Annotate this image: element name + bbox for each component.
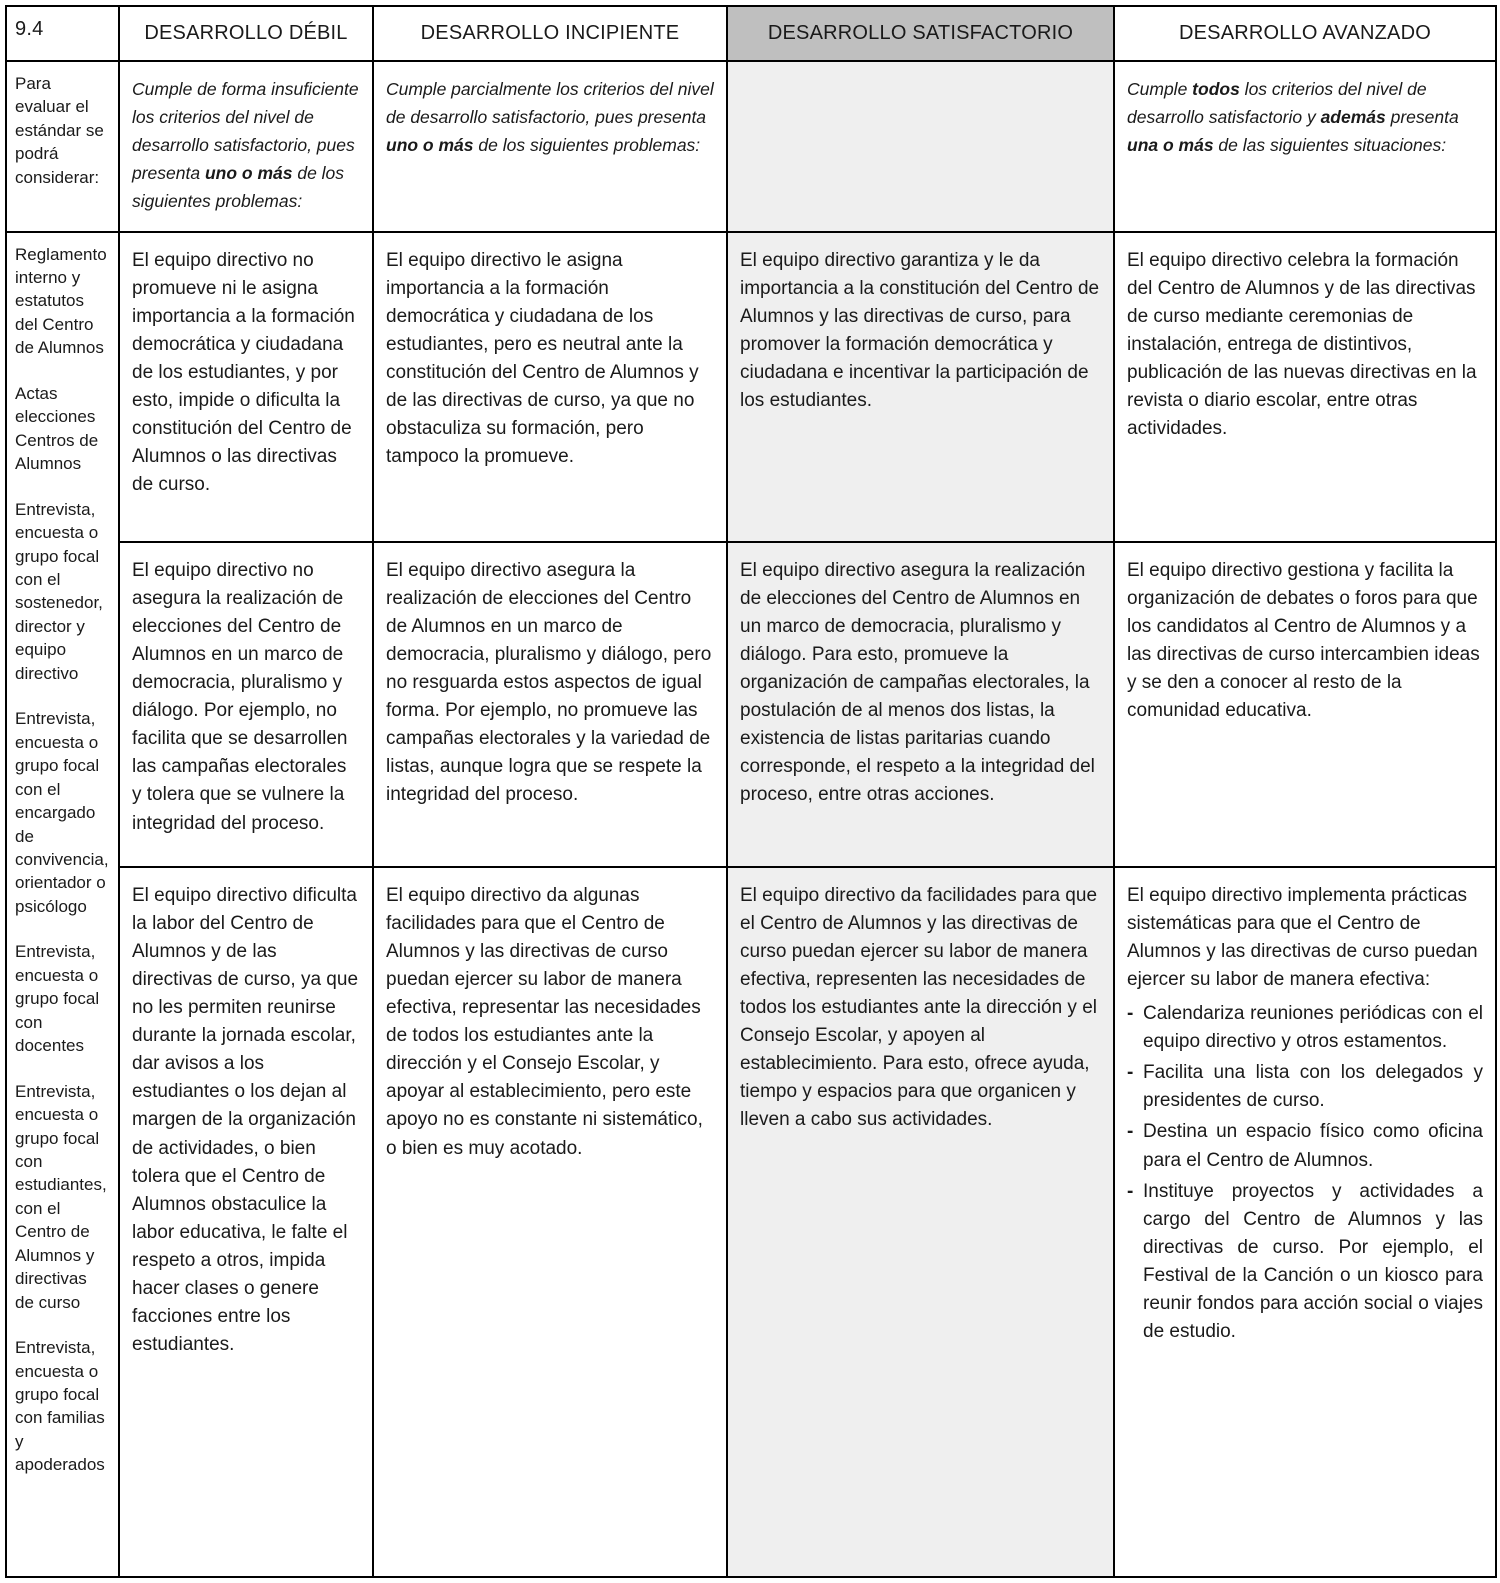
cell-constitucion-avanzado [1114,232,1496,542]
bullet-text: Facilita una lista con los delegados y presidentes de curso. [1143,1062,1483,1112]
evaluation-source-item: Entrevista, encuesta o grupo focal con el encargado de convivencia, orientador o psicólogo [15,709,109,916]
evaluation-source-item: Entrevista, encuesta o grupo focal con estudiantes, con el Centro de Alumnos y directivas de curso [15,1081,107,1312]
evaluation-source-item: Entrevista, encuesta o grupo focal con el sostenedor, director y equipo directivo [15,499,103,683]
labor-avanzado-bullet-list [1127,1000,1483,1346]
descriptor-avanzado-text: Cumple todos los criterios del nivel de desarrollo satisfactorio y además presenta una o más de las siguientes situaciones: [1127,79,1459,156]
row-labor [6,867,1496,1577]
evaluation-source-item: Actas elecciones Centros de Alumnos [15,383,99,474]
cell-labor-satisfactorio [727,867,1114,1577]
cell-constitucion-avanzado-text: El equipo directivo celebra la formación del Centro de Alumnos y de las directivas de curso mediante ceremonias de instalación, entrega de distintivos, publicación de las nuevas directivas en la revista o diario escolar, entre otras actividades. [1127,249,1477,440]
cell-constitucion-satisfactorio-text: El equipo directivo garantiza y le da importancia a la constitución del Centro de Alumnos y las directivas de curso, para promover la formación democrática y ciudadana e incentivar la participación de los estudiantes. [740,249,1100,412]
bullet-text: Destina un espacio físico como oficina para el Centro de Alumnos. [1143,1121,1483,1171]
evaluation-source-item: Entrevista, encuesta o grupo focal con docentes [15,942,100,1056]
rubric-table [5,5,1497,1578]
cell-constitucion-incipiente [373,232,727,542]
dash-bullet-marker: - [1127,1002,1134,1024]
column-header-debil: DESARROLLO DÉBIL [119,6,373,61]
list-item [1127,1178,1483,1347]
header-row [6,6,1496,61]
cell-labor-incipiente-text: El equipo directivo da algunas facilidades para que el Centro de Alumnos y las directivas de curso puedan ejercer su labor de manera efectiva, representar las necesidades de todos los estudiantes ante la dirección y el Consejo Escolar, y apoyar al establecimiento, pero este apoyo no es constante ni sistemático, o bien es muy acotado. [386,884,703,1159]
cell-elecciones-incipiente-text: El equipo directivo asegura la realización de elecciones del Centro de Alumnos en un marco de democracia, pluralismo y diálogo, pero no resguarda estos aspectos de igual forma. Por ejemplo, no promueve las campañas electorales y la variedad de listas, aunque logra que se respete la integridad del proceso. [386,559,712,806]
cell-elecciones-incipiente [373,542,727,867]
cell-constitucion-debil [119,232,373,542]
cell-elecciones-avanzado [1114,542,1496,867]
bullet-text: Calendariza reuniones periódicas con el equipo directivo y otros estamentos. [1143,1002,1483,1053]
evaluation-source-item: Entrevista, encuesta o grupo focal con familias y apoderados [15,1338,105,1475]
list-item [1127,1000,1483,1056]
dash-bullet-marker: - [1127,1180,1134,1202]
cell-elecciones-avanzado-text: El equipo directivo gestiona y facilita la organización de debates o foros para que los candidatos al Centro de Alumnos y a las directivas de curso intercambien ideas y se den a conocer al resto de la comunidad educativa. [1127,559,1480,722]
descriptor-incipiente-cell [373,61,727,232]
descriptor-debil-cell [119,61,373,232]
cell-labor-incipiente [373,867,727,1577]
descriptor-row [6,61,1496,232]
evaluation-intro-cell [6,61,119,232]
descriptor-incipiente-text: Cumple parcialmente los criterios del nivel de desarrollo satisfactorio, pues presenta uno o más de los siguientes problemas: [386,79,714,156]
cell-elecciones-satisfactorio [727,542,1114,867]
standard-code: 9.4 [6,6,119,61]
cell-labor-satisfactorio-text: El equipo directivo da facilidades para que el Centro de Alumnos y las directivas de curso puedan ejercer su labor de manera efectiva, representen las necesidades de todos los estudiantes ante la dirección y el Consejo Escolar, y apoyen al establecimiento. Para esto, ofrece ayuda, tiempo y espacios para que organicen y lleven a cabo sus actividades. [740,884,1098,1131]
cell-elecciones-satisfactorio-text: El equipo directivo asegura la realización de elecciones del Centro de Alumnos en un marco de democracia, pluralismo y diálogo. Para esto, promueve la organización de campañas electorales, la postulación de al menos dos listas, la existencia de listas paritarias cuando corresponde, el respeto a la integridad del proceso, entre otras acciones. [740,559,1095,806]
cell-labor-debil [119,867,373,1577]
cell-labor-avanzado-intro: El equipo directivo implementa prácticas sistemáticas para que el Centro de Alumnos y las directivas de curso puedan ejercer su labor de manera efectiva: [1127,884,1478,990]
cell-constitucion-incipiente-text: El equipo directivo le asigna importancia a la formación democrática y ciudadana de los estudiantes, pero es neutral ante la constitución del Centro de Alumnos y de las directivas de curso, ya que no obstaculiza su formación, pero tampoco la promueve. [386,249,699,468]
dash-bullet-marker: - [1127,1121,1134,1143]
column-header-avanzado: DESARROLLO AVANZADO [1114,6,1496,61]
list-item [1127,1118,1483,1174]
list-item [1127,1059,1483,1115]
cell-constitucion-satisfactorio [727,232,1114,542]
cell-constitucion-debil-text: El equipo directivo no promueve ni le asigna importancia a la formación democrática y ciudadana de los estudiantes, y por esto, impide o dificulta la constitución del Centro de Alumnos o las directivas de curso. [132,249,355,496]
dash-bullet-marker: - [1127,1062,1134,1084]
column-header-incipiente: DESARROLLO INCIPIENTE [373,6,727,61]
row-elecciones [6,542,1496,867]
cell-labor-avanzado [1114,867,1496,1577]
row-constitucion [6,232,1496,542]
bullet-text: Instituye proyectos y actividades a cargo del Centro de Alumnos y las directivas de curso. Por ejemplo, el Festival de la Canción o un kiosco para reunir fondos para acción social o viajes de estudio. [1143,1180,1483,1343]
cell-elecciones-debil-text: El equipo directivo no asegura la realización de elecciones del Centro de Alumnos en un marco de democracia, pluralismo y diálogo. Por ejemplo, no facilita que se desarrollen las campañas electorales y tolera que se vulnere la integridad del proceso. [132,559,348,834]
cell-elecciones-debil [119,542,373,867]
descriptor-debil-text: Cumple de forma insuficiente los criterios del nivel de desarrollo satisfactorio, pues presenta uno o más de los siguientes problemas: [132,79,359,212]
evaluation-sources-cell [6,232,119,1577]
evaluation-intro-text: Para evaluar el estándar se podrá considerar: [15,74,104,187]
descriptor-avanzado-cell [1114,61,1496,232]
evaluation-source-item: Reglamento interno y estatutos del Centro de Alumnos [15,244,107,358]
cell-labor-debil-text: El equipo directivo dificulta la labor del Centro de Alumnos y de las directivas de curso, ya que no les permiten reunirse durante la jornada escolar, dar avisos a los estudiantes o los dejan al margen de la organización de actividades, o bien tolera que el Centro de Alumnos obstaculice la labor educativa, le falte el respeto a otros, impida hacer clases o genere facciones entre los estudiantes. [132,884,359,1356]
column-header-satisfactorio: DESARROLLO SATISFACTORIO [727,6,1114,61]
descriptor-satisfactorio-cell-empty [727,61,1114,232]
